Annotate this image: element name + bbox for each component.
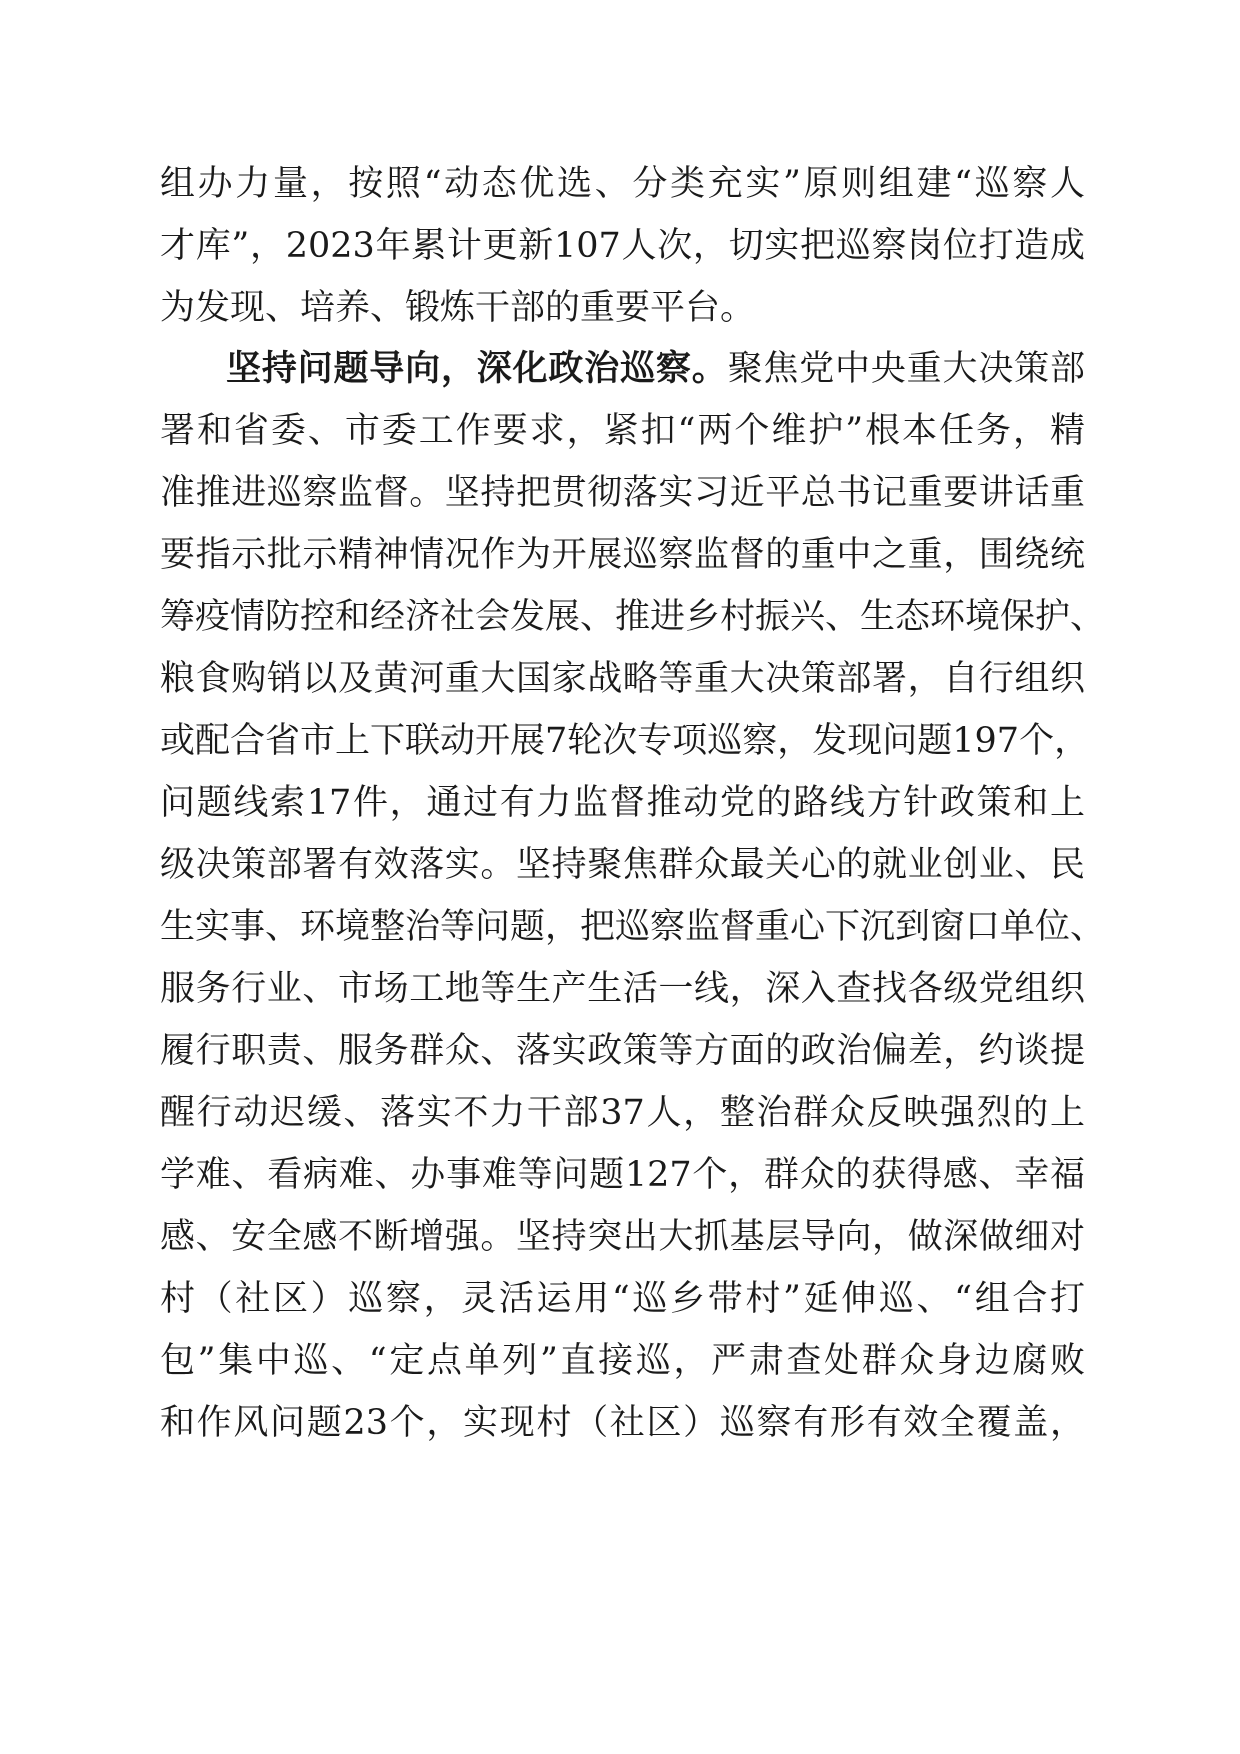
- text-line: 署和省委、市委工作要求，紧扣“两个维护”根本任务，精: [160, 411, 1085, 451]
- text-line: 筹疫情防控和经济社会发展、推进乡村振兴、生态环境保护、: [160, 597, 1106, 637]
- text-line: 级决策部署有效落实。坚持聚焦群众最关心的就业创业、民: [160, 845, 1085, 885]
- paragraph-heading: 坚持问题导向，深化政治巡察。: [226, 349, 728, 389]
- heading-followup-text: 聚焦党中央重大决策部: [727, 349, 1085, 389]
- text-line: 村（社区）巡察，灵活运用“巡乡带村”延伸巡、“组合打: [160, 1279, 1085, 1319]
- text-line: 要指示批示精神情况作为开展巡察监督的重中之重，围绕统: [160, 535, 1085, 575]
- text-line: 为发现、培养、锻炼干部的重要平台。: [160, 288, 756, 328]
- text-line: 感、安全感不断增强。坚持突出大抓基层导向，做深做细对: [160, 1217, 1085, 1257]
- paragraph-first-line: [226, 347, 1085, 391]
- text-line: 组办力量，按照“动态优选、分类充实”原则组建“巡察人: [160, 164, 1085, 204]
- text-line: 醒行动迟缓、落实不力干部37人，整治群众反映强烈的上: [160, 1093, 1085, 1133]
- text-line: 准推进巡察监督。坚持把贯彻落实习近平总书记重要讲话重: [160, 473, 1085, 513]
- text-line: 履行职责、服务群众、落实政策等方面的政治偏差，约谈提: [160, 1031, 1085, 1071]
- text-line: 或配合省市上下联动开展7轮次专项巡察，发现问题197个，: [160, 721, 1090, 761]
- text-line: 才库”，2023年累计更新107人次，切实把巡察岗位打造成: [160, 226, 1085, 266]
- text-line: 粮食购销以及黄河重大国家战略等重大决策部署，自行组织: [160, 659, 1085, 699]
- text-line: 包”集中巡、“定点单列”直接巡，严肃查处群众身边腐败: [160, 1341, 1085, 1381]
- text-line: 生实事、环境整治等问题，把巡察监督重心下沉到窗口单位、: [160, 907, 1106, 947]
- text-line: 服务行业、市场工地等生产生活一线，深入查找各级党组织: [160, 969, 1085, 1009]
- text-line: 学难、看病难、办事难等问题127个，群众的获得感、幸福: [160, 1155, 1085, 1195]
- text-line: 和作风问题23个，实现村（社区）巡察有形有效全覆盖，: [160, 1403, 1085, 1443]
- text-line: 问题线索17件，通过有力监督推动党的路线方针政策和上: [160, 783, 1085, 823]
